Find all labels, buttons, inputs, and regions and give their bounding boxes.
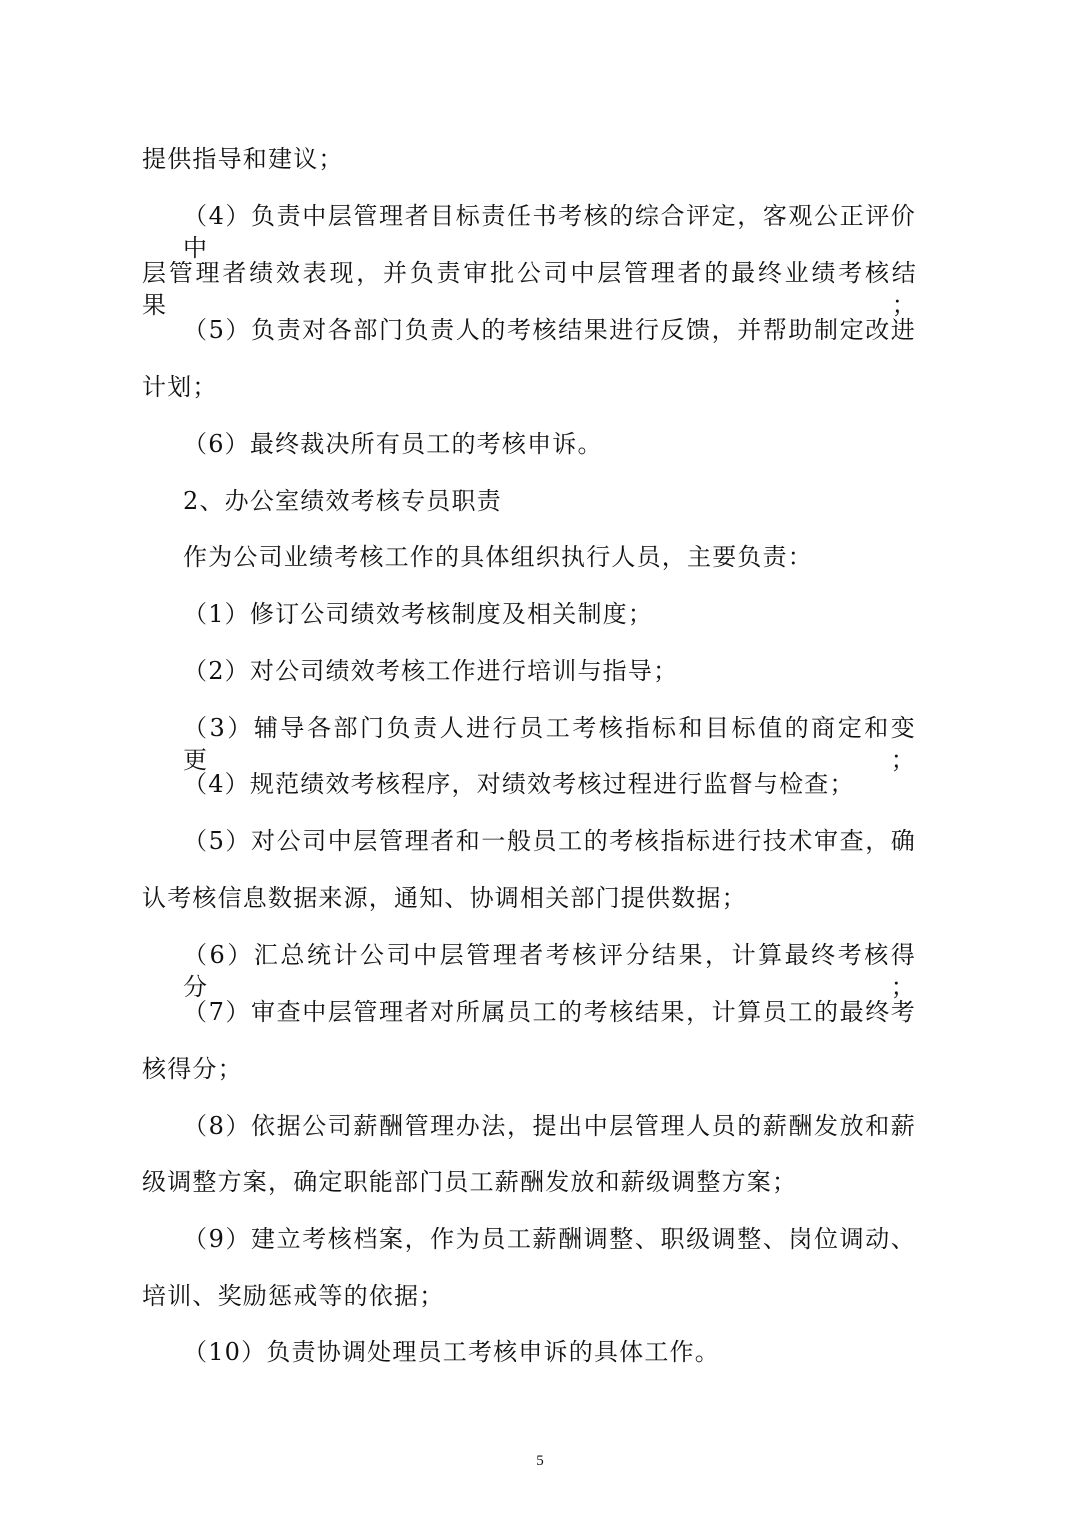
text-line: （4）负责中层管理者目标责任书考核的综合评定，客观公正评价中 [183, 202, 916, 262]
section-heading: 2、办公室绩效考核专员职责 [183, 487, 502, 515]
text-line: （8）依据公司薪酬管理办法，提出中层管理人员的薪酬发放和薪 [183, 1112, 916, 1140]
text-line: 提供指导和建议； [142, 145, 344, 173]
text-line: （6）最终裁决所有员工的考核申诉。 [183, 430, 603, 458]
text-line: 认考核信息数据来源，通知、协调相关部门提供数据； [142, 884, 747, 912]
text-line: （5）对公司中层管理者和一般员工的考核指标进行技术审查，确 [183, 827, 916, 855]
text-line: （6）汇总统计公司中层管理者考核评分结果，计算最终考核得分； [183, 941, 916, 1001]
text-line: （4）规范绩效考核程序，对绩效考核过程进行监督与检查； [183, 770, 855, 798]
text-line: （3）辅导各部门负责人进行员工考核指标和目标值的商定和变更； [183, 714, 916, 774]
text-line: 级调整方案，确定职能部门员工薪酬发放和薪级调整方案； [142, 1168, 798, 1196]
text-line: （9）建立考核档案，作为员工薪酬调整、职级调整、岗位调动、 [183, 1225, 916, 1253]
text-line: （7）审查中层管理者对所属员工的考核结果，计算员工的最终考 [183, 998, 916, 1026]
text-line: （1）修订公司绩效考核制度及相关制度； [183, 600, 654, 628]
text-line: 核得分； [142, 1055, 243, 1083]
text-line: 培训、奖励惩戒等的依据； [142, 1282, 445, 1310]
text-line: （2）对公司绩效考核工作进行培训与指导； [183, 657, 679, 685]
page-number: 5 [536, 1453, 544, 1469]
text-line: 层管理者绩效表现，并负责审批公司中层管理者的最终业绩考核结果； [142, 259, 917, 319]
text-line: 作为公司业绩考核工作的具体组织执行人员，主要负责： [183, 543, 813, 571]
text-line: （10）负责协调处理员工考核申诉的具体工作。 [183, 1338, 720, 1366]
text-line: （5）负责对各部门负责人的考核结果进行反馈，并帮助制定改进 [183, 316, 916, 344]
text-line: 计划； [142, 373, 218, 401]
